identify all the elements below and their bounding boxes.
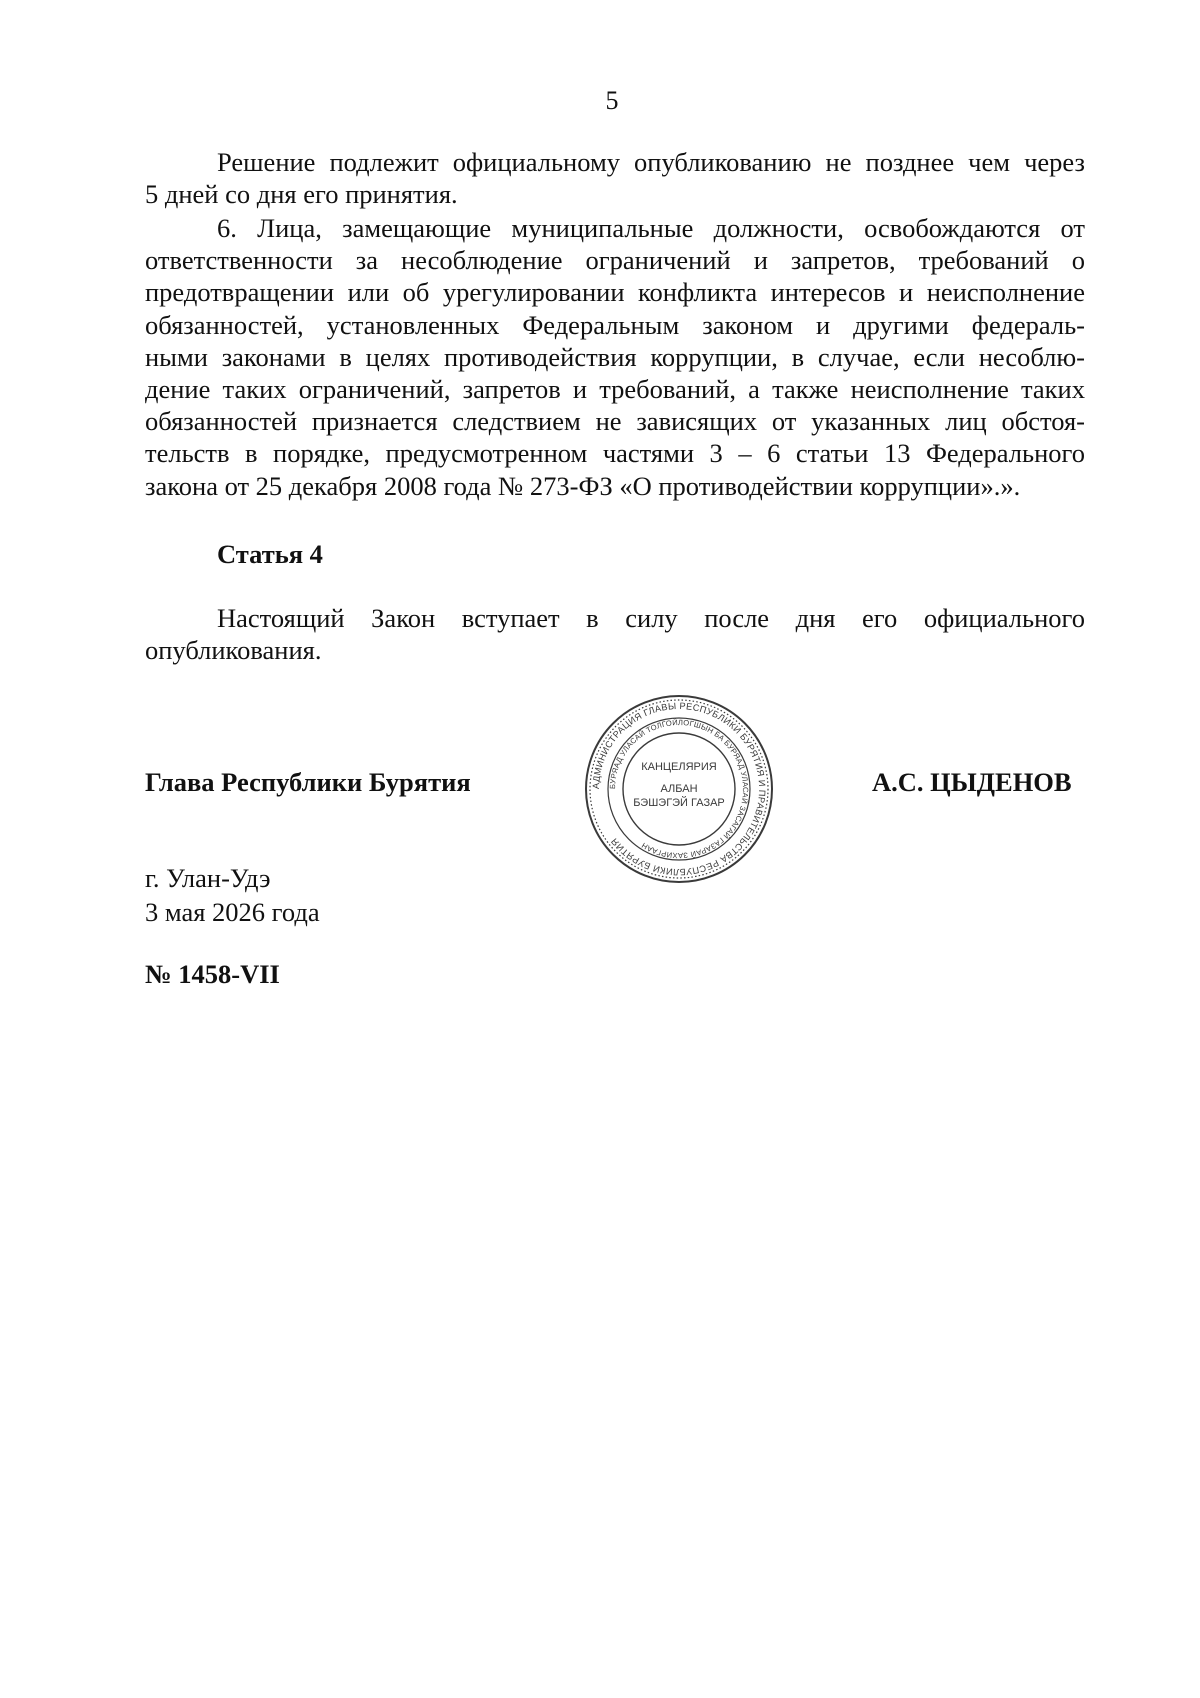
place: г. Улан-Удэ — [145, 863, 271, 893]
page-number: 5 — [605, 86, 619, 115]
signatory-position: Глава Республики Бурятия — [145, 767, 471, 797]
text-line: 6. Лица, замещающие муниципальные должности, освобождаются от — [217, 213, 1085, 243]
seal-inner-ring-text: БУРЯАД УЛАСАЙ ТОЛГОЙЛОГШЫН БА БУРЯАД УЛАСАЙ ЗАСАГАЙ ГАЗАРАЙ ЗАХИРГААН — [607, 717, 751, 861]
seal-center-line-1: КАНЦЕЛЯРИЯ — [641, 761, 717, 773]
text-line: опубликования. — [145, 635, 322, 666]
text-line: ными законами в целях противодействия коррупции, в случае, если несоблю- — [145, 341, 1085, 372]
official-seal-stamp — [583, 694, 775, 884]
article-heading: Статья 4 — [217, 539, 323, 569]
text-line: закона от 25 декабря 2008 года № 273-ФЗ «О противодействии коррупции».». — [145, 470, 1021, 501]
text-line: ответственности за несоблюдение ограничений и запретов, требований о — [145, 245, 1085, 276]
place-and-date — [145, 861, 320, 929]
seal-outer-ring-text: АДМИНИСТРАЦИЯ ГЛАВЫ РЕСПУБЛИКИ БУРЯТИЯ И ПРАВИТЕЛЬСТВА РЕСПУБЛИКИ БУРЯТИЯ — [590, 700, 768, 878]
text-line: дение таких ограничений, запретов и требований, а также неисполнение таких — [145, 374, 1085, 405]
paragraph-entry-into-force — [145, 602, 1085, 666]
law-number: № 1458-VII — [145, 959, 280, 989]
signatory-name: А.С. ЦЫДЕНОВ — [872, 767, 1072, 797]
seal-center-line-3: БЭШЭГЭЙ ГАЗАР — [633, 797, 725, 809]
text-line: 5 дней со дня его принятия. — [145, 179, 458, 210]
text-line: обязанностей признается следствием не зависящих от указанных лиц обстоя- — [145, 406, 1085, 437]
date: 3 мая 2026 года — [145, 897, 320, 927]
paragraph-publication — [145, 146, 1085, 210]
text-line: предотвращении или об урегулировании конфликта интересов и неисполнение — [145, 277, 1085, 308]
text-line: Решение подлежит официальному опубликованию не позднее чем через — [217, 147, 1085, 177]
text-line: обязанностей, установленных Федеральным законом и другими федераль- — [145, 309, 1085, 340]
text-line: тельств в порядке, предусмотренном частями 3 – 6 статьи 13 Федерального — [145, 438, 1085, 469]
seal-center-line-2: АЛБАН — [660, 783, 698, 795]
paragraph-item-6 — [145, 212, 1085, 502]
text-line: Настоящий Закон вступает в силу после дня его официального — [217, 603, 1085, 633]
